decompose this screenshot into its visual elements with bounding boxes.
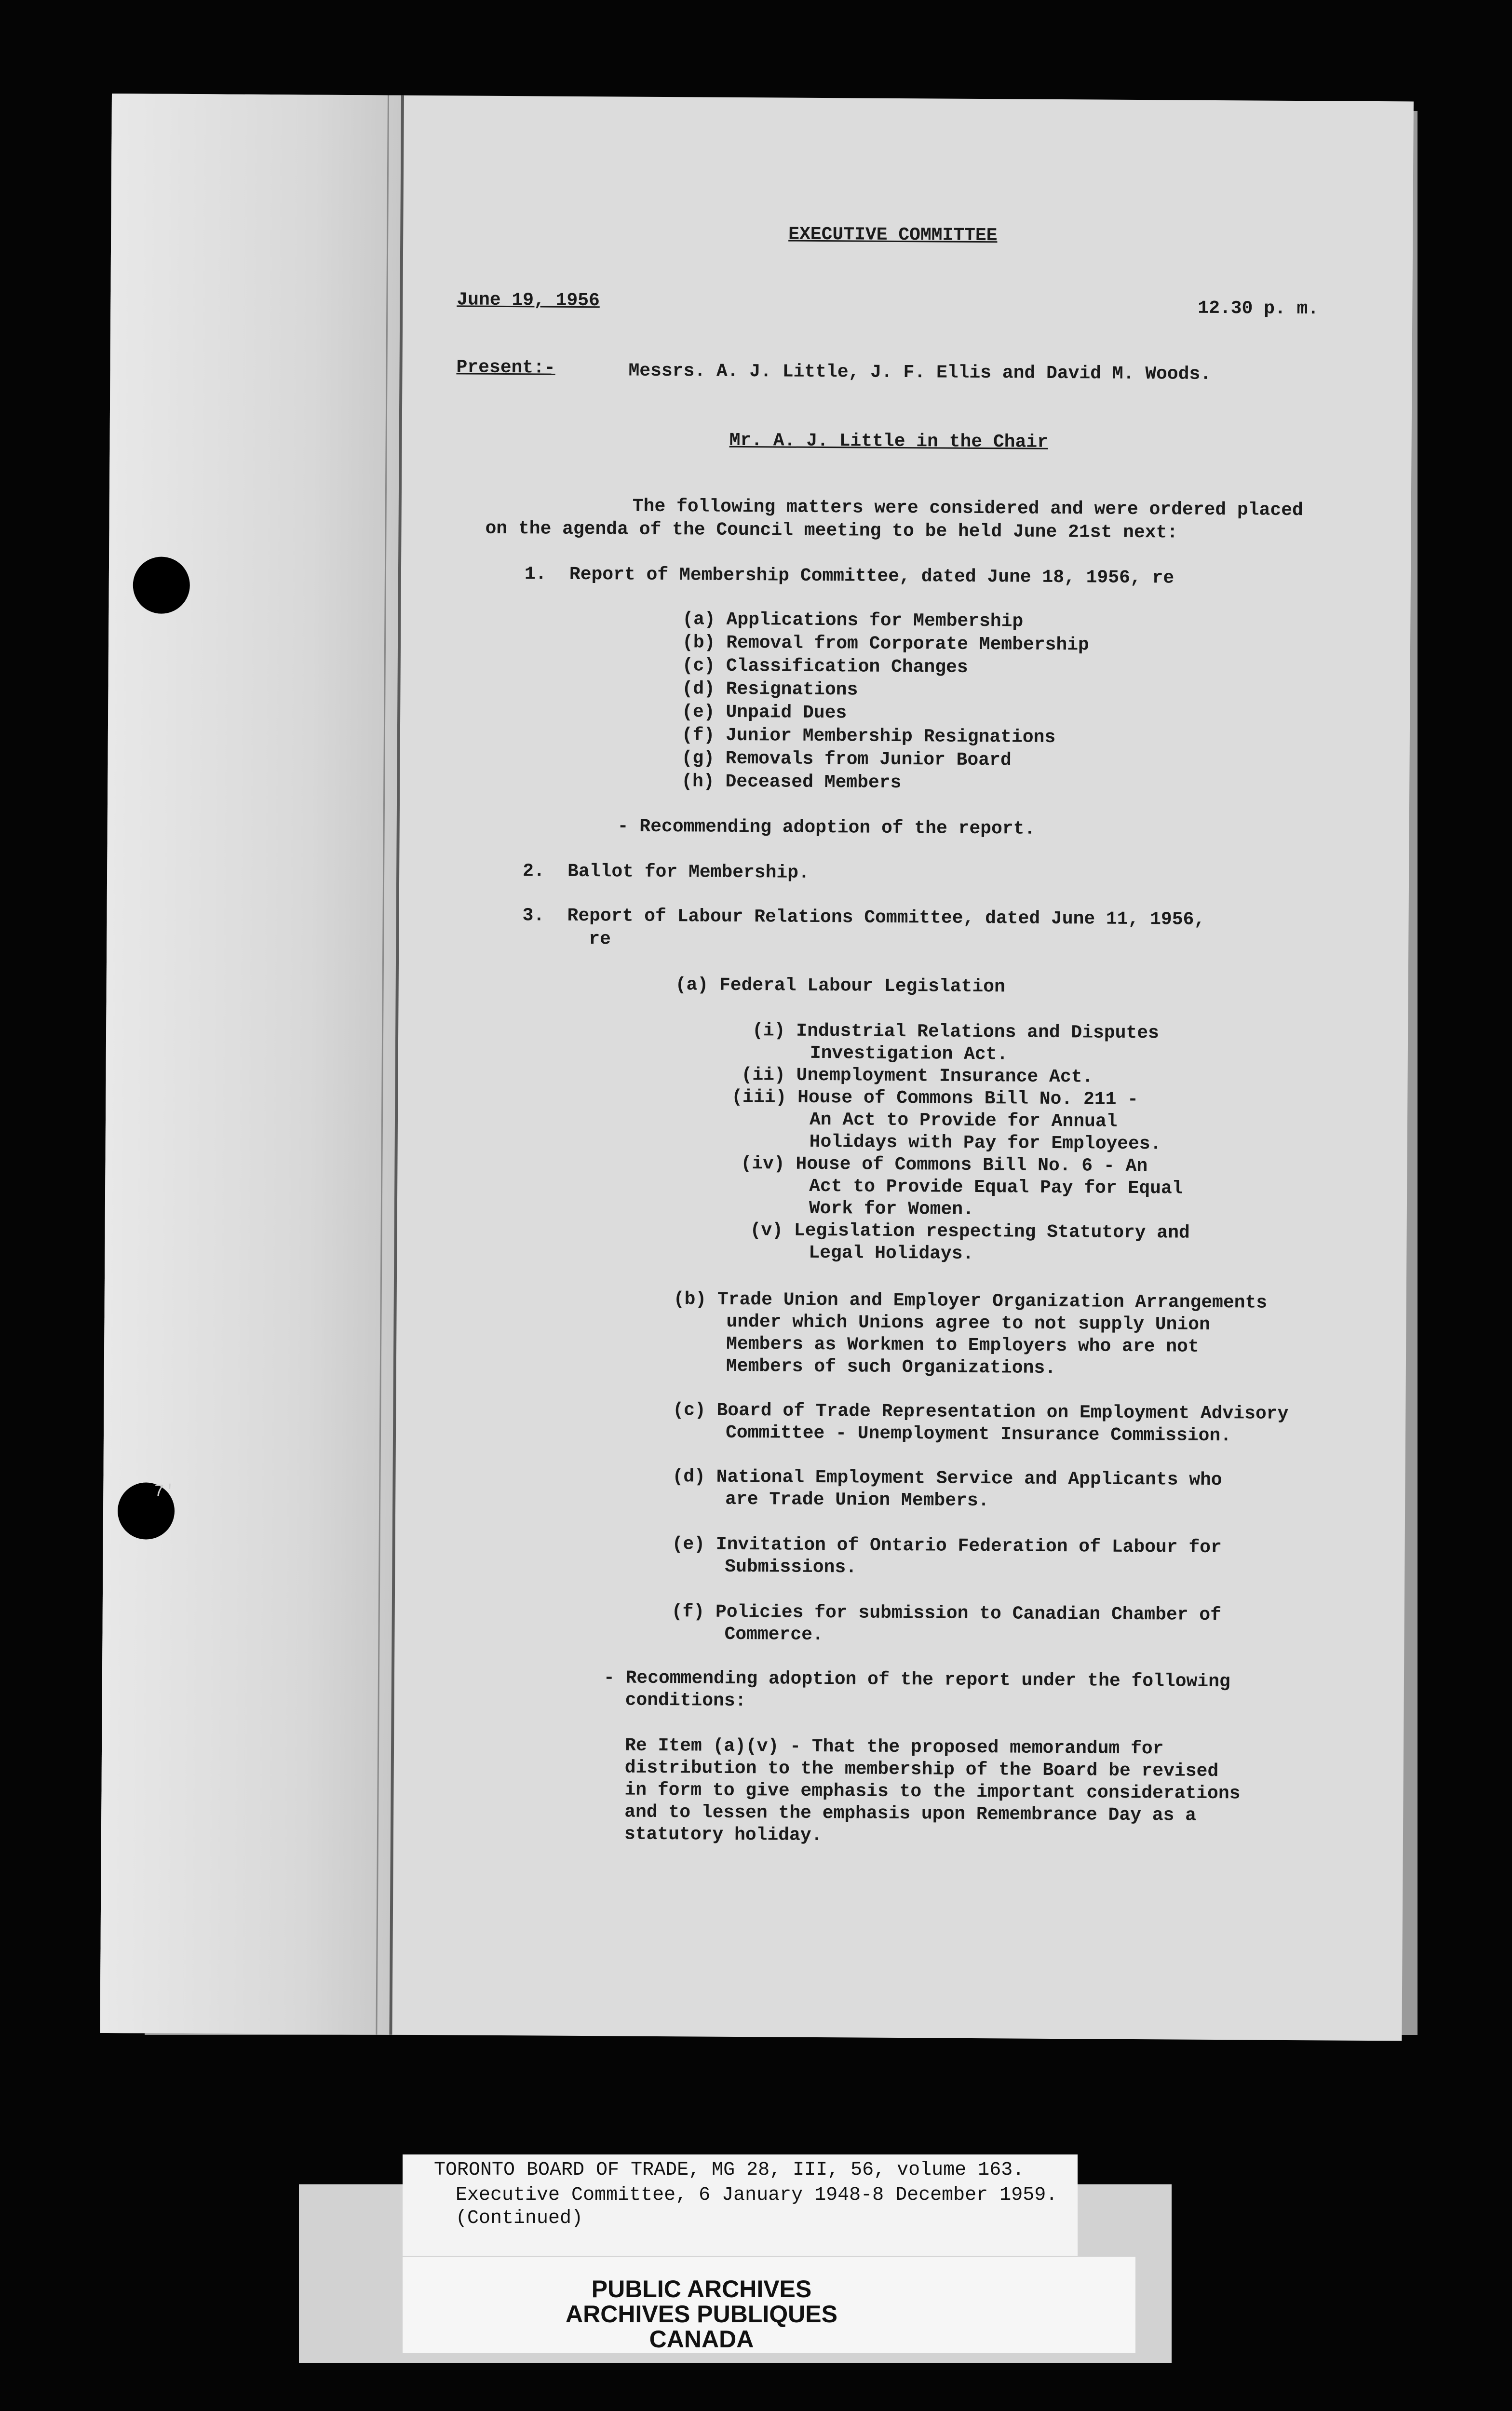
- present-label: Present:-: [456, 357, 555, 379]
- item-1-sub-h: (h) Deceased Members: [681, 771, 902, 794]
- item-2-text: Ballot for Membership.: [567, 861, 810, 883]
- item-3-a-v: (v) Legislation respecting Statutory and: [750, 1220, 1190, 1244]
- item-3-a-iii-cont-1: An Act to Provide for Annual: [809, 1109, 1118, 1132]
- item-3-text-1: Report of Labour Relations Committee, dated June 11, 1956,: [567, 905, 1205, 930]
- item-1-sub-c: (c) Classification Changes: [682, 655, 968, 678]
- archive-stamp-line-2: ARCHIVES PUBLIQUES: [566, 2301, 837, 2328]
- item-2-number: 2.: [523, 861, 545, 882]
- item-1-sub-a: (a) Applications for Membership: [682, 609, 1024, 632]
- item-3-a-iv: (iv) House of Commons Bill No. 6 - An: [741, 1153, 1148, 1177]
- archive-reference-line-3: (Continued): [456, 2208, 583, 2229]
- item-3-text-2: re: [589, 929, 611, 950]
- archive-stamp-line-3: CANADA: [649, 2326, 754, 2353]
- item-1-sub-b: (b) Removal from Corporate Membership: [682, 632, 1089, 656]
- item-1-sub-e: (e) Unpaid Dues: [682, 702, 847, 724]
- present-names: Messrs. A. J. Little, J. F. Ellis and David M. Woods.: [628, 360, 1212, 385]
- item-1-sub-g: (g) Removals from Junior Board: [681, 748, 1012, 771]
- item-1-text: Report of Membership Committee, dated June 18, 1956, re: [569, 564, 1174, 589]
- item-3-a-i-cont: Investigation Act.: [810, 1043, 1008, 1065]
- item-1-sub-d: (d) Resignations: [682, 678, 858, 701]
- item-3-b-4: Members of such Organizations.: [726, 1355, 1056, 1379]
- archive-reference-line-1: TORONTO BOARD OF TRADE, MG 28, III, 56, volume 163.: [434, 2159, 1025, 2181]
- item-3-recommendation-2: conditions:: [625, 1690, 746, 1712]
- re-item-line-5: statutory holiday.: [624, 1824, 823, 1846]
- intro-line-2: on the agenda of the Council meeting to be held June 21st next:: [485, 518, 1178, 543]
- chair-line: Mr. A. J. Little in the Chair: [729, 430, 1049, 453]
- item-3-a-heading: (a) Federal Labour Legislation: [675, 975, 1005, 998]
- document-title: EXECUTIVE COMMITTEE: [788, 224, 998, 246]
- margin-mark: 7': [154, 1481, 175, 1502]
- meeting-date: June 19, 1956: [457, 289, 600, 312]
- item-3-e-1: (e) Invitation of Ontario Federation of Labour for: [672, 1534, 1222, 1558]
- item-3-c-1: (c) Board of Trade Representation on Employment Advisory: [673, 1400, 1289, 1424]
- item-3-b-1: (b) Trade Union and Employer Organization Arrangements: [673, 1289, 1268, 1314]
- item-1-sub-f: (f) Junior Membership Resignations: [681, 725, 1056, 748]
- item-3-b-3: Members as Workmen to Employers who are not: [726, 1333, 1199, 1357]
- item-3-a-i: (i) Industrial Relations and Disputes: [752, 1020, 1160, 1044]
- archive-stamp-line-1: PUBLIC ARCHIVES: [591, 2276, 812, 2303]
- document-page: [100, 94, 1414, 2041]
- item-3-b-2: under which Unions agree to not supply Union: [726, 1311, 1210, 1335]
- archive-reference-line-2: Executive Committee, 6 January 1948-8 December 1959.: [456, 2184, 1058, 2206]
- item-3-recommendation-1: - Recommending adoption of the report under the following: [603, 1667, 1230, 1693]
- item-3-a-iii-cont-2: Holidays with Pay for Employees.: [809, 1131, 1161, 1155]
- re-item-line-2: distribution to the membership of the Board be revised: [624, 1757, 1219, 1782]
- item-3-d-1: (d) National Employment Service and Applicants who: [672, 1466, 1222, 1491]
- item-3-a-iv-cont-1: Act to Provide Equal Pay for Equal: [809, 1176, 1183, 1199]
- item-1-number: 1.: [524, 564, 547, 585]
- item-1-recommendation: - Recommending adoption of the report.: [617, 816, 1036, 840]
- item-3-a-ii: (ii) Unemployment Insurance Act.: [741, 1065, 1094, 1088]
- archive-stamp-label: [403, 2257, 1135, 2353]
- item-3-a-iii: (iii) House of Commons Bill No. 211 -: [731, 1086, 1139, 1111]
- item-3-number: 3.: [522, 905, 545, 926]
- item-3-f-1: (f) Policies for submission to Canadian Chamber of: [671, 1601, 1222, 1626]
- re-item-line-3: in form to give emphasis to the important considerations: [624, 1779, 1241, 1804]
- intro-line-1: The following matters were considered and were ordered placed: [632, 496, 1303, 521]
- meeting-time: 12.30 p. m.: [1198, 298, 1319, 320]
- item-3-a-v-cont: Legal Holidays.: [809, 1242, 974, 1264]
- archive-reference-label: [403, 2154, 1078, 2256]
- item-3-e-2: Submissions.: [725, 1556, 857, 1578]
- item-3-d-2: are Trade Union Members.: [725, 1489, 989, 1512]
- item-3-c-2: Committee - Unemployment Insurance Commission.: [725, 1422, 1232, 1447]
- item-3-a-iv-cont-2: Work for Women.: [809, 1198, 974, 1220]
- re-item-line-1: Re Item (a)(v) - That the proposed memorandum for: [624, 1735, 1164, 1760]
- item-3-f-2: Commerce.: [724, 1624, 824, 1646]
- document-text: [100, 94, 1414, 2041]
- re-item-line-4: and to lessen the emphasis upon Remembrance Day as a: [624, 1801, 1197, 1826]
